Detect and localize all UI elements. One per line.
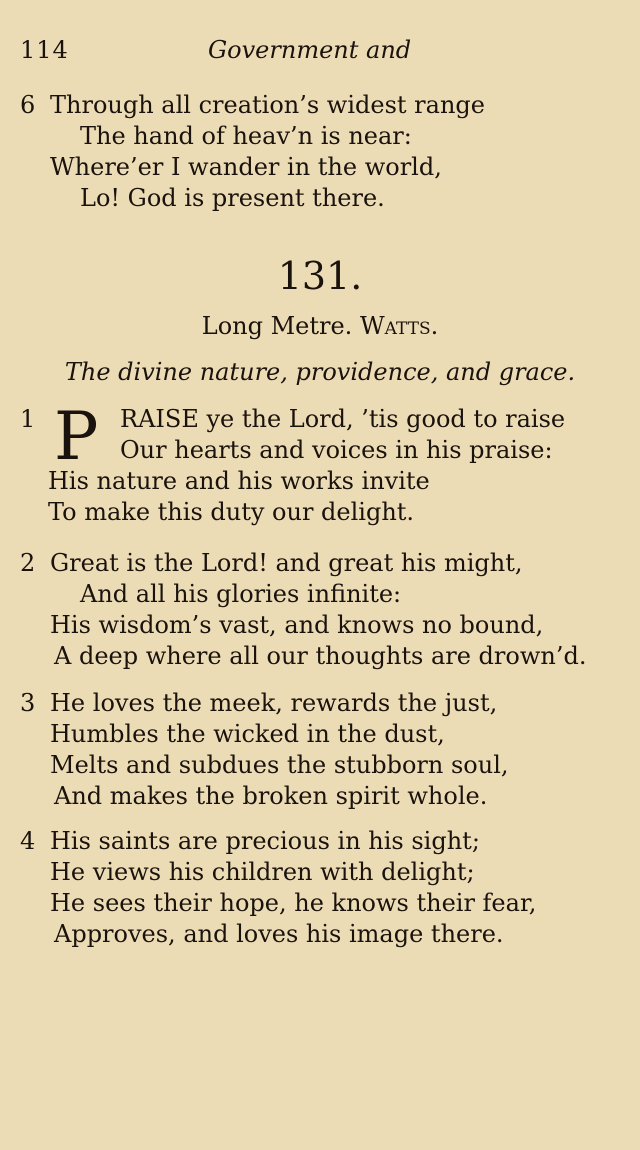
verse-line: Humbles the wicked in the dust,: [50, 720, 445, 748]
running-title: Government and: [208, 36, 412, 64]
verse-line: A deep where all our thoughts are drown’d.: [54, 642, 587, 670]
verse-line: His nature and his works invite: [48, 467, 430, 495]
verse-line: To make this duty our delight.: [48, 498, 415, 526]
verse-line: Where’er I wander in the world,: [50, 153, 442, 181]
verse-line: Approves, and loves his image there.: [54, 920, 504, 948]
stanza-number: 6: [20, 91, 36, 119]
hymn-number: 131.: [277, 254, 363, 298]
verse-line: Through all creation’s widest range: [50, 91, 485, 119]
hymn-meter-author: [0, 312, 640, 340]
page-header: [20, 36, 620, 72]
verse-line: Our hearts and voices in his praise:: [120, 436, 553, 464]
verse-line: And all his glories infinite:: [80, 580, 402, 608]
verse-line: Great is the Lord! and great his might,: [50, 549, 523, 577]
stanza-number: 1: [20, 405, 36, 433]
drop-cap: P: [54, 398, 99, 475]
stanza-1: [20, 398, 620, 528]
hymn-subject: The divine nature, providence, and grace.: [64, 358, 576, 386]
stanza-number: 2: [20, 549, 36, 577]
verse-line: His saints are precious in his sight;: [50, 827, 480, 855]
stanza-number: 4: [20, 827, 36, 855]
verse-line: His wisdom’s vast, and knows no bound,: [50, 611, 544, 639]
hymn-meter: Long Metre.: [201, 312, 353, 340]
stanza-number: 3: [20, 689, 36, 717]
verse-line: He loves the meek, rewards the just,: [50, 689, 498, 717]
verse-line: Melts and subdues the stubborn soul,: [50, 751, 509, 779]
page-number: 114: [20, 36, 69, 64]
verse-line: Lo! God is present there.: [80, 184, 385, 212]
verse-line: He views his children with delight;: [50, 858, 475, 886]
verse-line: He sees their hope, he knows their fear,: [50, 889, 537, 917]
verse-line: And makes the broken spirit whole.: [54, 782, 488, 810]
verse-line: The hand of heav’n is near:: [80, 122, 412, 150]
continued-stanza: [20, 90, 620, 214]
stanza-4: [20, 826, 620, 950]
stanza-3: [20, 688, 620, 812]
stanza-2: [20, 548, 620, 672]
verse-line: RAISE ye the Lord, ’tis good to raise: [120, 405, 566, 433]
hymn-author: Watts.: [359, 312, 439, 340]
